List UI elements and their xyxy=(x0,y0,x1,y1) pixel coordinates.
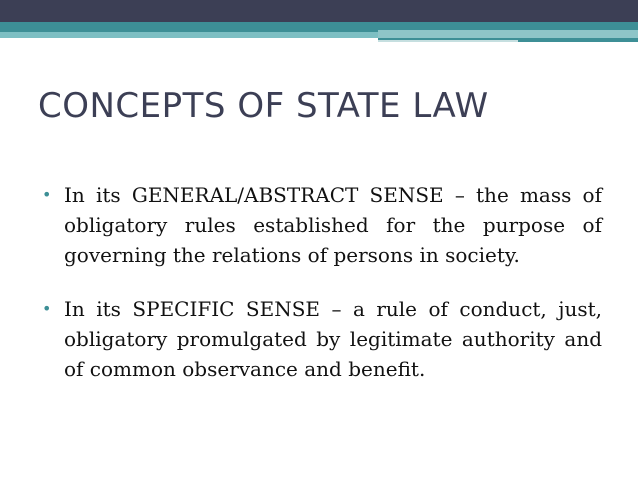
slide-title: CONCEPTS OF STATE LAW xyxy=(38,86,489,126)
header-band-line xyxy=(378,40,518,42)
bullet-item-general xyxy=(42,180,602,270)
bullet-text-general: In its GENERAL/ABSTRACT SENSE – the mass of obligatory rules established for the purpose of governing the relations of persons in society. xyxy=(64,183,602,267)
bullet-marker: • xyxy=(42,299,52,318)
bullet-list xyxy=(42,180,602,408)
header-band-light xyxy=(0,32,378,38)
bullet-item-specific xyxy=(42,294,602,384)
header-band-step-light xyxy=(378,30,638,38)
bullet-marker: • xyxy=(42,185,52,204)
bullet-text-specific: In its SPECIFIC SENSE – a rule of conduct, just, obligatory promulgated by legitimate authority and of common observance and benefit. xyxy=(64,297,602,381)
header-band-dark xyxy=(0,0,638,22)
